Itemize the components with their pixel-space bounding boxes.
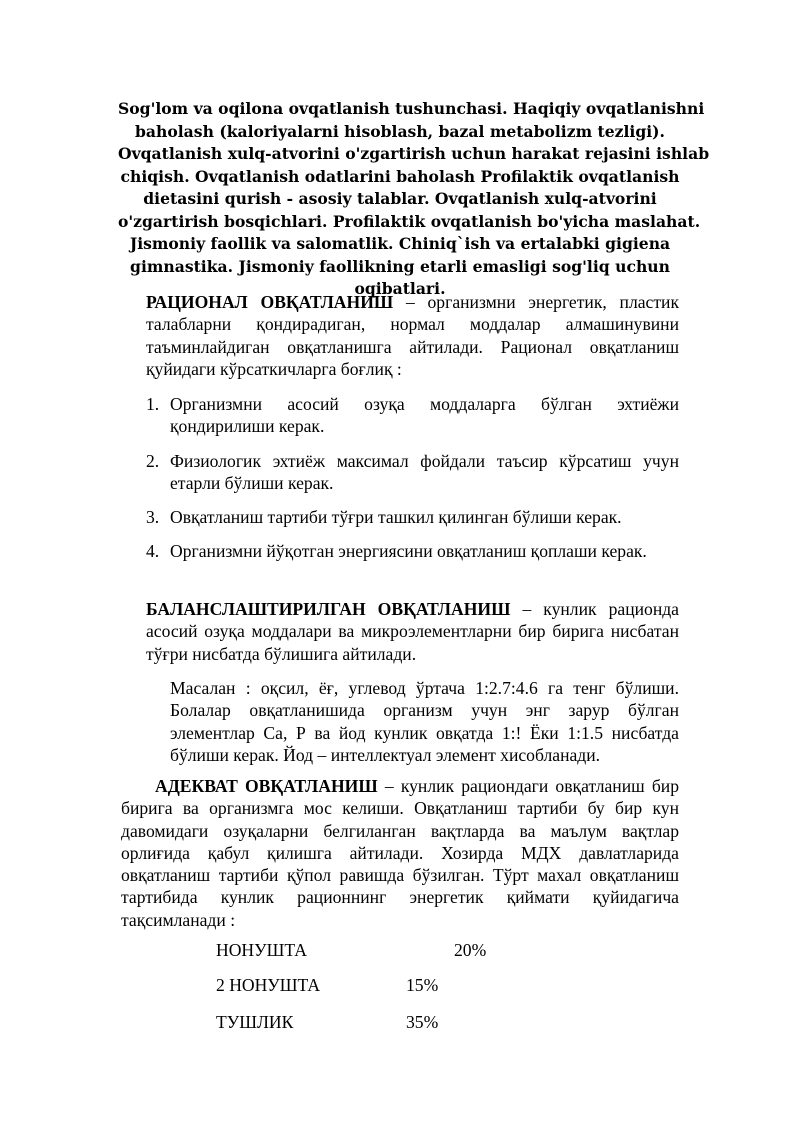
meal-share: 20% bbox=[454, 940, 487, 960]
list-number: 1. bbox=[146, 394, 160, 414]
title-line: Ovqatlanish xulq-atvorini o'zgartirish uchun harakat rejasini ishlab bbox=[118, 144, 710, 163]
balanced-nutrition-term: БАЛАНСЛАШТИРИЛГАН ОВҚАТЛАНИШ bbox=[146, 599, 511, 619]
balanced-nutrition-text: – кунлик рационда асосий озуқа моддалари ва микроэлементларни бир бирига нисбатан тўғри нисбатда бўлишига айтилади. bbox=[146, 599, 679, 664]
adequate-nutrition-term: АДЕКВАТ ОВҚАТЛАНИШ bbox=[155, 776, 378, 796]
rational-nutrition-term: РАЦИОНАЛ ОВҚАТЛАНИШ bbox=[146, 292, 394, 312]
title-line: dietasini qurish - asosiy talablar. Ovqatlanish xulq-atvorini bbox=[143, 189, 657, 208]
list-item bbox=[146, 540, 679, 562]
list-number: 3. bbox=[146, 507, 160, 528]
rational-nutrition-paragraph bbox=[146, 291, 679, 380]
meal-name: НОНУШТА bbox=[216, 940, 307, 960]
list-number: 2. bbox=[146, 450, 160, 471]
title-line: Sog'lom va oqilona ovqatlanish tushunchasi. Haqiqiy ovqatlanishni bbox=[118, 99, 705, 118]
balanced-nutrition-paragraph bbox=[146, 598, 679, 665]
title-line: o'zgartirish bosqichlari. Profilaktik ovqatlanish bo'yicha maslahat. bbox=[118, 211, 701, 231]
title-line: chiqish. Ovqatlanish odatlarini baholash Profilaktik ovqatlanish bbox=[120, 166, 680, 186]
document-title bbox=[118, 98, 710, 301]
list-item bbox=[146, 393, 679, 438]
adequate-nutrition-paragraph bbox=[121, 775, 679, 931]
adequate-nutrition-text: – кунлик рациондаги овқатланиш бир бирига ва организмга мос келиши. Овқатланиш тартиби бу бир кун давомидаги озуқаларни белгиланган вақтларда ва маълум вақтлар орлиғида қабул қилишга айтилади. Хозирда МДХ давлатларида овқатланиш тартиби қўпол равишда бўзилган. Тўрт махал овқатланиш тартибида кунлик рационнинг энергетик қиймати қуйидагича тақсимланади : bbox=[121, 776, 679, 930]
title-line: Jismoniy faollik va salomatlik. Chiniq`ish va ertalabki gigiena bbox=[129, 234, 671, 253]
list-item-text: Организмни асосий озуқа моддаларга бўлган эхтиёжи қондирилиши керак. bbox=[170, 394, 679, 437]
list-number: 4. bbox=[146, 541, 160, 562]
title-line: oqibatlari. bbox=[354, 279, 446, 298]
list-item-text: Физиологик эхтиёж максимал фойдали таъсир кўрсатиш учун етарли бўлиши керак. bbox=[170, 450, 679, 493]
rational-nutrition-text: – организмни энергетик, пластик талабларни қондирадиган, нормал моддалар алмашинувини таъминлайдиган овқатланишга айтилади. Рационал овқатланиш қуйидаги кўрсаткичларга боғлиқ : bbox=[146, 292, 680, 379]
list-item-text: Организмни йўқотган энергиясини овқатланиш қоплаши керак. bbox=[170, 541, 647, 562]
list-item bbox=[146, 450, 679, 495]
title-line: gimnastika. Jismoniy faollikning etarli emasligi sog'liq uchun bbox=[130, 256, 670, 276]
list-item-text: Овқатланиш тартиби тўғри ташкил қилинган бўлиши керак. bbox=[170, 507, 622, 528]
requirements-list bbox=[146, 393, 679, 575]
meal-share: 35% bbox=[406, 1012, 439, 1032]
list-item bbox=[146, 506, 679, 528]
meal-share: 15% bbox=[406, 975, 439, 995]
meal-name: 2 НОНУШТА bbox=[216, 975, 321, 995]
meal-name: ТУШЛИК bbox=[216, 1012, 294, 1032]
example-paragraph: Масалан : оқсил, ёғ, углевод ўртача 1:2.7:4.6 га тенг бўлиши. Болалар овқатланишида организм учун энг зарур бўлган элементлар Са, Р ва йод кунлик овқатда 1:! Ёки 1:1.5 нисбатда бўлиши керак. Йод – интеллектуал элемент хисобланади. bbox=[170, 678, 679, 765]
title-line: baholash (kaloriyalarni hisoblash, bazal metabolizm tezligi). bbox=[135, 121, 665, 141]
